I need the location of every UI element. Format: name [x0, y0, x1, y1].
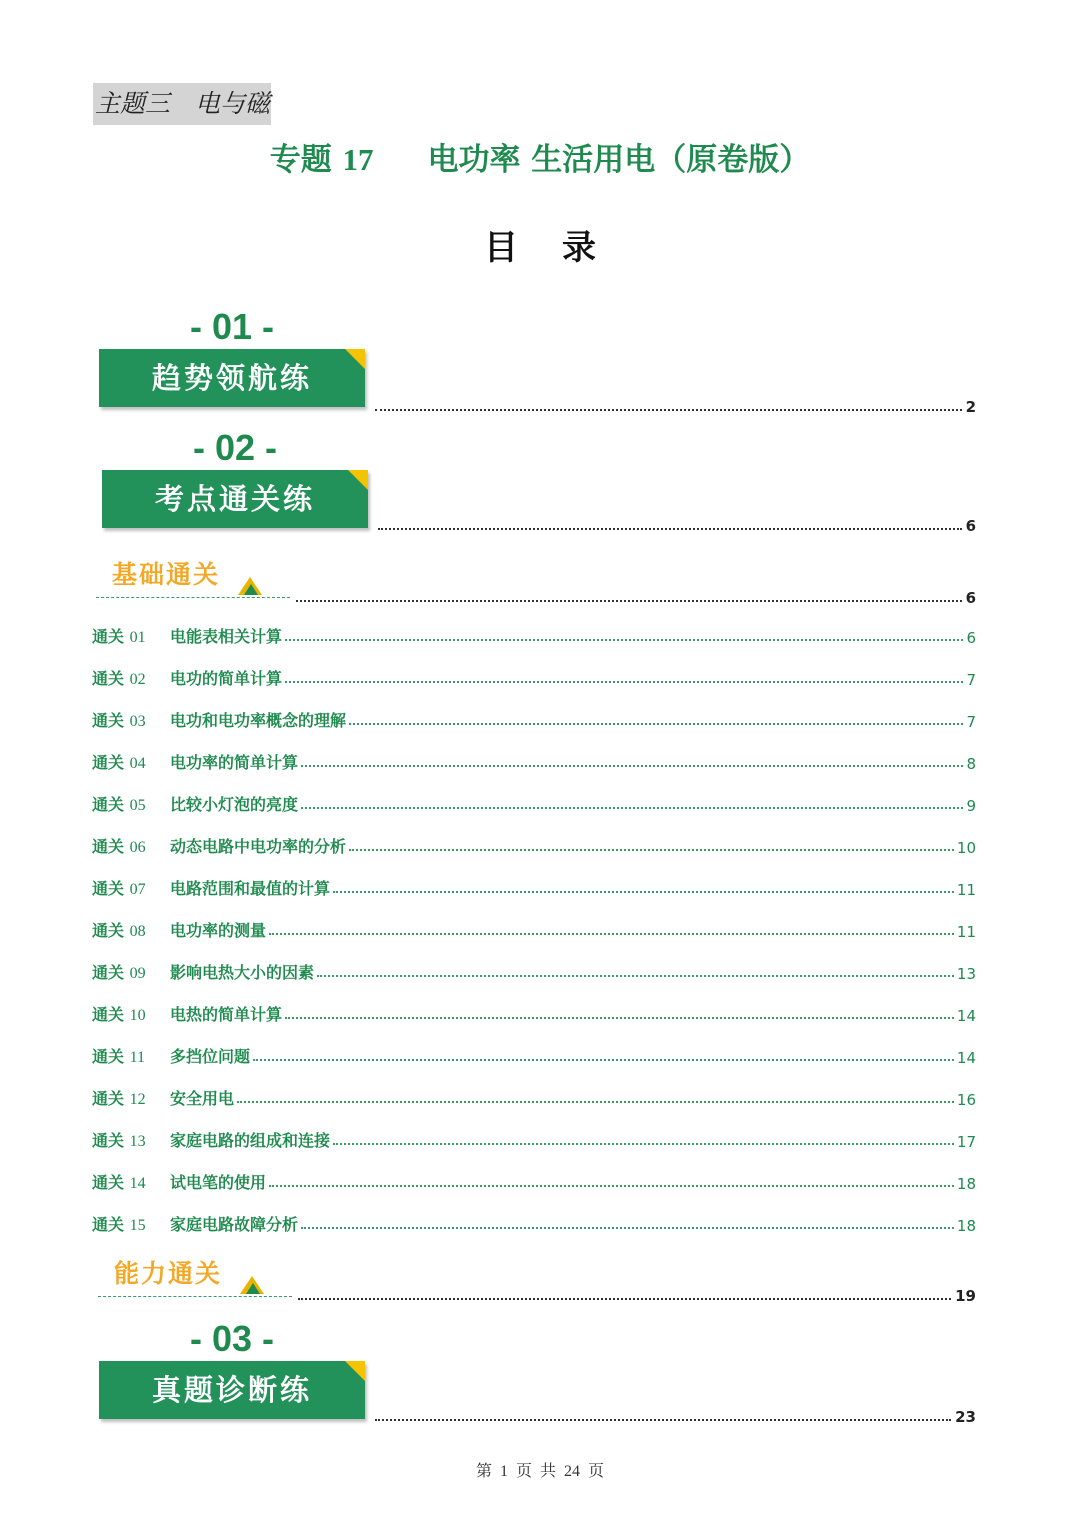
entry-title: 影响电热大小的因素 [170, 963, 315, 982]
toc-entry[interactable]: 通关 14 试电笔的使用 18 [92, 1169, 976, 1193]
section-label-01: 趋势领航练 [151, 361, 312, 395]
toc-entry[interactable]: 通关 11 多挡位问题 14 [92, 1043, 976, 1067]
dot-leader [349, 849, 954, 851]
entry-title: 电能表相关计算 [170, 627, 283, 646]
entry-page: 16 [956, 1091, 976, 1109]
entry-title: 多挡位问题 [170, 1047, 251, 1066]
section-banner-01[interactable] [99, 349, 365, 407]
toc-entry[interactable]: 通关 08 电功率的测量 11 [92, 917, 976, 941]
entry-page: 14 [956, 1049, 976, 1067]
toc-entry[interactable]: 通关 09 影响电热大小的因素 13 [92, 959, 976, 983]
toc-entry[interactable]: 通关 12 安全用电 16 [92, 1085, 976, 1109]
dot-leader [378, 528, 962, 530]
entry-page: 18 [956, 1175, 976, 1193]
toc-entry[interactable]: 通关 04 电功率的简单计算 8 [92, 749, 976, 773]
dot-leader [301, 1227, 954, 1229]
section-page-01: 2 [965, 398, 976, 416]
document-title [0, 134, 1080, 179]
entry-title: 动态电路中电功率的分析 [170, 837, 347, 856]
dot-leader [237, 1101, 954, 1103]
entry-title: 电功和电功率概念的理解 [170, 711, 347, 730]
section-label-03: 真题诊断练 [151, 1373, 312, 1407]
page-footer: 第 1 页 共 24 页 [475, 1463, 604, 1480]
entry-title: 比较小灯泡的亮度 [170, 795, 299, 814]
dot-leader [333, 891, 954, 893]
subsection-basic [92, 553, 292, 605]
dot-leader [296, 600, 962, 602]
dot-leader [285, 639, 963, 641]
dot-leader [285, 681, 963, 683]
toc-entry[interactable]: 通关 15 家庭电路故障分析 18 [92, 1211, 976, 1235]
entry-title: 安全用电 [170, 1089, 235, 1108]
subsection-leader-advanced[interactable] [298, 1283, 976, 1305]
entry-page: 11 [956, 881, 976, 899]
mountain-icon-inner [246, 1283, 260, 1294]
entry-title: 电路范围和最值的计算 [170, 879, 331, 898]
entry-title: 电功率的测量 [170, 921, 267, 940]
dot-leader [301, 807, 963, 809]
section-number-01: - 01 - [189, 306, 275, 347]
subsection-page-basic: 6 [965, 589, 976, 607]
toc-entry[interactable]: 通关 01 电能表相关计算 6 [92, 623, 976, 647]
topic-label: 主题三 电与磁 [93, 83, 271, 125]
entry-page: 8 [966, 755, 976, 773]
entry-title: 电热的简单计算 [170, 1005, 283, 1024]
dot-leader [375, 409, 962, 411]
dot-leader [269, 933, 954, 935]
entry-page: 7 [966, 713, 976, 731]
section-leader-02[interactable] [378, 513, 976, 535]
toc-entry[interactable]: 通关 10 电热的简单计算 14 [92, 1001, 976, 1025]
dot-leader [317, 975, 954, 977]
entry-page: 11 [956, 923, 976, 941]
dot-leader [349, 723, 963, 725]
toc-entry[interactable]: 通关 05 比较小灯泡的亮度 9 [92, 791, 976, 815]
entry-page: 17 [956, 1133, 976, 1151]
entry-title: 家庭电路的组成和连接 [170, 1131, 331, 1150]
section-label-02: 考点通关练 [154, 482, 315, 516]
section-leader-03[interactable] [375, 1404, 976, 1426]
section-number-02: - 02 - [192, 427, 278, 468]
entry-page: 9 [966, 797, 976, 815]
dashed-underline [98, 1296, 292, 1297]
section-leader-01[interactable] [375, 394, 976, 416]
section-banner-03[interactable] [99, 1361, 365, 1419]
subsection-label-basic: 基础通关 [112, 560, 221, 589]
entry-title: 家庭电路故障分析 [170, 1215, 299, 1234]
entry-page: 13 [956, 965, 976, 983]
dot-leader [253, 1059, 954, 1061]
title-number: 17 [342, 142, 374, 177]
section-banner-02[interactable] [102, 470, 368, 528]
dashed-underline [96, 597, 290, 598]
toc-entry[interactable]: 通关 03 电功和电功率概念的理解 7 [92, 707, 976, 731]
toc-entry[interactable]: 通关 02 电功的简单计算 7 [92, 665, 976, 689]
toc-entry[interactable]: 通关 06 动态电路中电功率的分析 10 [92, 833, 976, 857]
entry-page: 18 [956, 1217, 976, 1235]
entry-page: 10 [956, 839, 976, 857]
entry-page: 14 [956, 1007, 976, 1025]
entry-page: 7 [966, 671, 976, 689]
toc-heading: 目录 [484, 228, 640, 268]
entry-page: 6 [966, 629, 976, 647]
mountain-icon-inner [244, 584, 258, 595]
entry-title: 电功的简单计算 [170, 669, 283, 688]
subsection-page-advanced: 19 [955, 1287, 976, 1305]
subsection-advanced [94, 1252, 294, 1304]
entry-title: 试电笔的使用 [170, 1173, 267, 1192]
subsection-leader-basic[interactable] [296, 585, 976, 607]
dot-leader [333, 1143, 954, 1145]
dot-leader [375, 1419, 951, 1421]
title-main: 电功率 生活用电（原卷版） [427, 142, 811, 178]
subsection-label-advanced: 能力通关 [114, 1259, 223, 1288]
section-page-02: 6 [965, 517, 976, 535]
section-number-03: - 03 - [189, 1318, 275, 1359]
toc-entry[interactable]: 通关 07 电路范围和最值的计算 11 [92, 875, 976, 899]
title-prefix: 专题 [269, 142, 332, 178]
dot-leader [301, 765, 963, 767]
dot-leader [269, 1185, 954, 1187]
dot-leader [285, 1017, 954, 1019]
section-page-03: 23 [955, 1408, 976, 1426]
dot-leader [298, 1298, 951, 1300]
toc-entry[interactable]: 通关 13 家庭电路的组成和连接 17 [92, 1127, 976, 1151]
entry-title: 电功率的简单计算 [170, 753, 299, 772]
